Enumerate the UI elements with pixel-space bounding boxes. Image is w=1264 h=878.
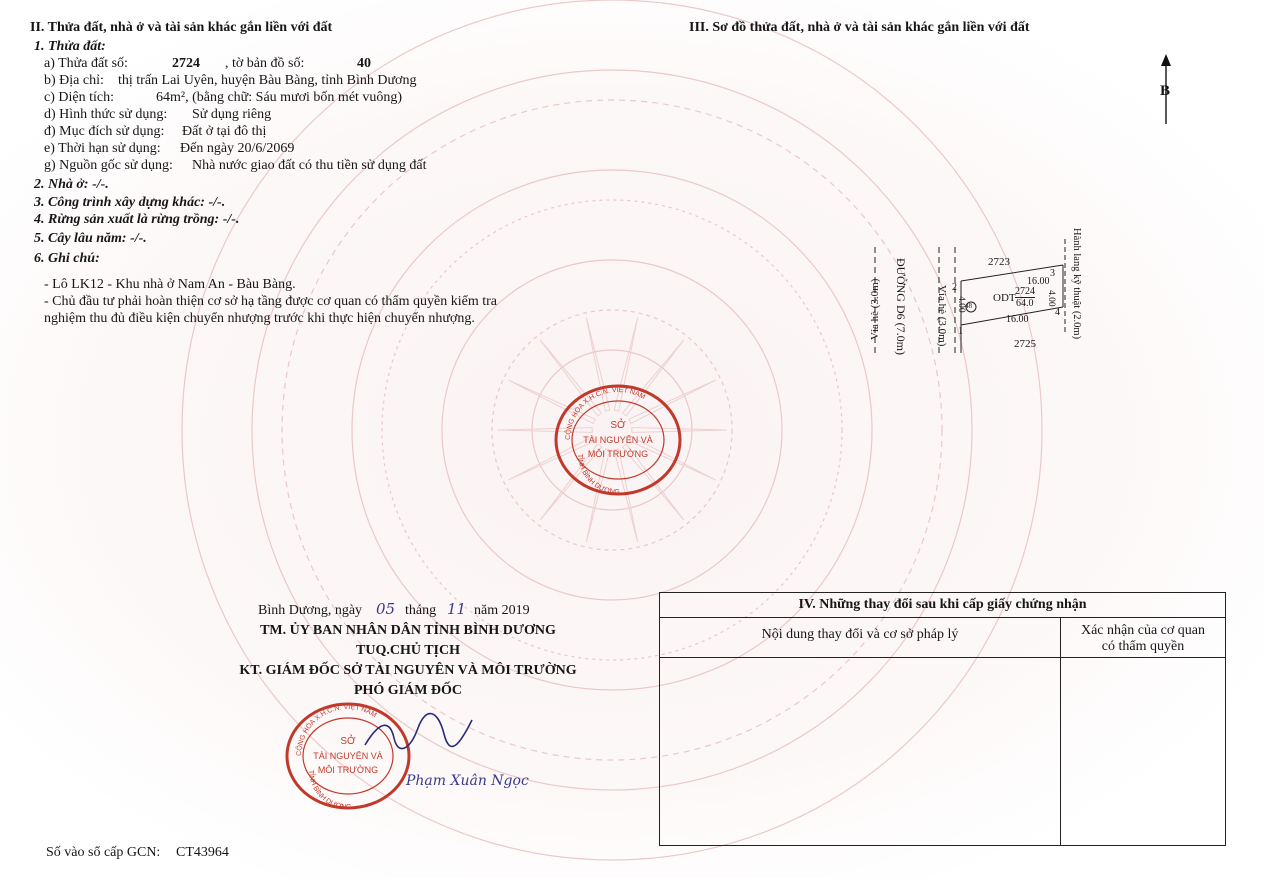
date-prefix: Bình Dương, ngày <box>258 603 363 618</box>
registry-label: Số vào sổ cấp GCN: <box>46 845 161 860</box>
stamp-ring-top: CỘNG HÒA X.H.C.N. VIỆT NAM <box>564 386 647 441</box>
handwritten-signature <box>360 700 480 760</box>
land-code: ODT <box>993 292 1016 304</box>
changes-table <box>659 592 1226 846</box>
registry-number: CT43964 <box>176 845 229 860</box>
area-value: 64m², (bằng chữ: Sáu mươi bốn mét vuông) <box>156 90 403 105</box>
stamp-line-2: TÀI NGUYÊN VÀ <box>583 435 653 445</box>
origin-value: Nhà nước giao đất có thu tiền sử dụng đất <box>192 158 427 173</box>
parcel-label: a) Thửa đất số: <box>44 56 128 71</box>
address-value: thị trấn Lai Uyên, huyện Bàu Bàng, tỉnh Bình Dương <box>118 73 417 88</box>
vertex-4: 4 <box>1055 307 1060 318</box>
date-day: 05 <box>376 600 396 618</box>
map-sheet-number: 40 <box>357 56 371 71</box>
parcel-number: 2724 <box>172 56 200 71</box>
stamp-2-ring-top: CỘNG HÒA X.H.C.N. VIỆT NAM <box>295 703 378 757</box>
note-2: - Chủ đầu tư phải hoàn thiện cơ sở hạ tầng được cơ quan có thẩm quyền kiểm tra <box>44 294 498 309</box>
authority-line-1: TM. ỦY BAN NHÂN DÂN TỈNH BÌNH DƯƠNG <box>260 623 556 638</box>
address-label: b) Địa chỉ: <box>44 73 104 88</box>
term-value: Đến ngày 20/6/2069 <box>180 141 295 156</box>
note-3: nghiệm thu đủ điều kiện chuyển nhượng trước khi thực hiện chuyển nhượng. <box>44 311 475 326</box>
parcel-north-label: 2723 <box>988 256 1010 268</box>
land-heading: 1. Thửa đất: <box>34 39 106 54</box>
edge-left-length: 4.00 <box>956 296 966 313</box>
notes-heading: 6. Ghi chú: <box>34 251 100 266</box>
col-header-changes: Nội dung thay đổi và cơ sở pháp lý <box>761 627 959 642</box>
sidewalk-left-label: Vỉa hè (3.0m) <box>869 278 881 340</box>
use-form-label: d) Hình thức sử dụng: <box>44 107 168 122</box>
date-year: năm 2019 <box>474 603 530 618</box>
parcel-south-label: 2725 <box>1014 338 1036 350</box>
purpose-value: Đất ở tại đô thị <box>182 124 267 139</box>
stamp-2-ring-bottom: TỈNH BÌNH DƯƠNG <box>306 769 352 812</box>
perennial-line: 5. Cây lâu năm: -/-. <box>34 231 147 246</box>
origin-label: g) Nguồn gốc sử dụng: <box>44 158 173 173</box>
vertex-2: 2 <box>952 282 957 293</box>
area-label: c) Diện tích: <box>44 90 114 105</box>
use-form-value: Sử dụng riêng <box>192 107 272 122</box>
center-stamp <box>552 382 684 498</box>
sidewalk-right-label: Vỉa hè (3.0m) <box>936 285 948 347</box>
stamp-line-1: SỞ <box>610 420 626 431</box>
edge-bottom-length: 16.00 <box>1006 314 1029 325</box>
col-header-confirmation-2: có thẩm quyền <box>1101 639 1185 654</box>
parcel-fraction-bottom: 64.0 <box>1016 298 1034 309</box>
changes-table-title: IV. Những thay đổi sau khi cấp giấy chứng nhận <box>660 593 1225 618</box>
signer-name: Phạm Xuân Ngọc <box>406 773 529 789</box>
authority-line-2: TUQ.CHỦ TỊCH <box>356 643 460 658</box>
corridor-label: Hành lang kỹ thuật (2.0m) <box>1071 228 1082 340</box>
edge-top-length: 16.00 <box>1027 276 1050 287</box>
authority-line-3: KT. GIÁM ĐỐC SỞ TÀI NGUYÊN VÀ MÔI TRƯỜNG <box>239 663 577 678</box>
stamp-ring-bottom: TỈNH BÌNH DƯƠNG <box>575 453 620 497</box>
col-header-confirmation-1: Xác nhận của cơ quan <box>1080 623 1205 638</box>
purpose-label: đ) Mục đích sử dụng: <box>44 124 165 139</box>
edge-right-length: 4.00 <box>1046 290 1056 307</box>
vertex-3: 3 <box>1050 268 1055 279</box>
table-column-divider <box>1060 618 1061 845</box>
authority-line-4: PHÓ GIÁM ĐỐC <box>353 683 463 698</box>
construction-line: 3. Công trình xây dựng khác: -/-. <box>34 195 226 210</box>
north-label: B <box>1160 83 1171 99</box>
stamp-line-3: MÔI TRƯỜNG <box>587 449 649 459</box>
date-month-label: tháng <box>405 603 437 618</box>
stamp-2-line-3: MÔI TRƯỜNG <box>317 765 379 775</box>
date-month: 11 <box>447 600 467 618</box>
parcel-fraction-top: 2724 <box>1015 286 1035 297</box>
note-1: - Lô LK12 - Khu nhà ở Nam An - Bàu Bàng. <box>44 277 296 292</box>
table-header-divider <box>660 657 1225 658</box>
forest-line: 4. Rừng sản xuất là rừng trồng: -/-. <box>34 212 240 227</box>
section-3-title: III. Sơ đồ thửa đất, nhà ở và tài sản khác gắn liền với đất <box>689 20 1030 35</box>
vertex-1: 1 <box>958 326 963 337</box>
term-label: e) Thời hạn sử dụng: <box>44 141 161 156</box>
svg-text:CỘNG HÒA X.H.C.N. VIỆT NAM <box>563 385 646 440</box>
house-line: 2. Nhà ở: -/-. <box>34 177 109 192</box>
stamp-2-line-1: SỞ <box>340 736 356 747</box>
section-2-title: II. Thửa đất, nhà ở và tài sản khác gắn liền với đất <box>30 20 333 35</box>
stamp-2-line-2: TÀI NGUYÊN VÀ <box>313 751 383 761</box>
road-label: ĐƯỜNG D6 (7.0m) <box>894 258 908 355</box>
map-sheet-label: , tờ bản đồ số: <box>225 56 305 71</box>
parcel-sketch <box>855 225 1095 385</box>
house-number: 48 <box>965 302 972 310</box>
